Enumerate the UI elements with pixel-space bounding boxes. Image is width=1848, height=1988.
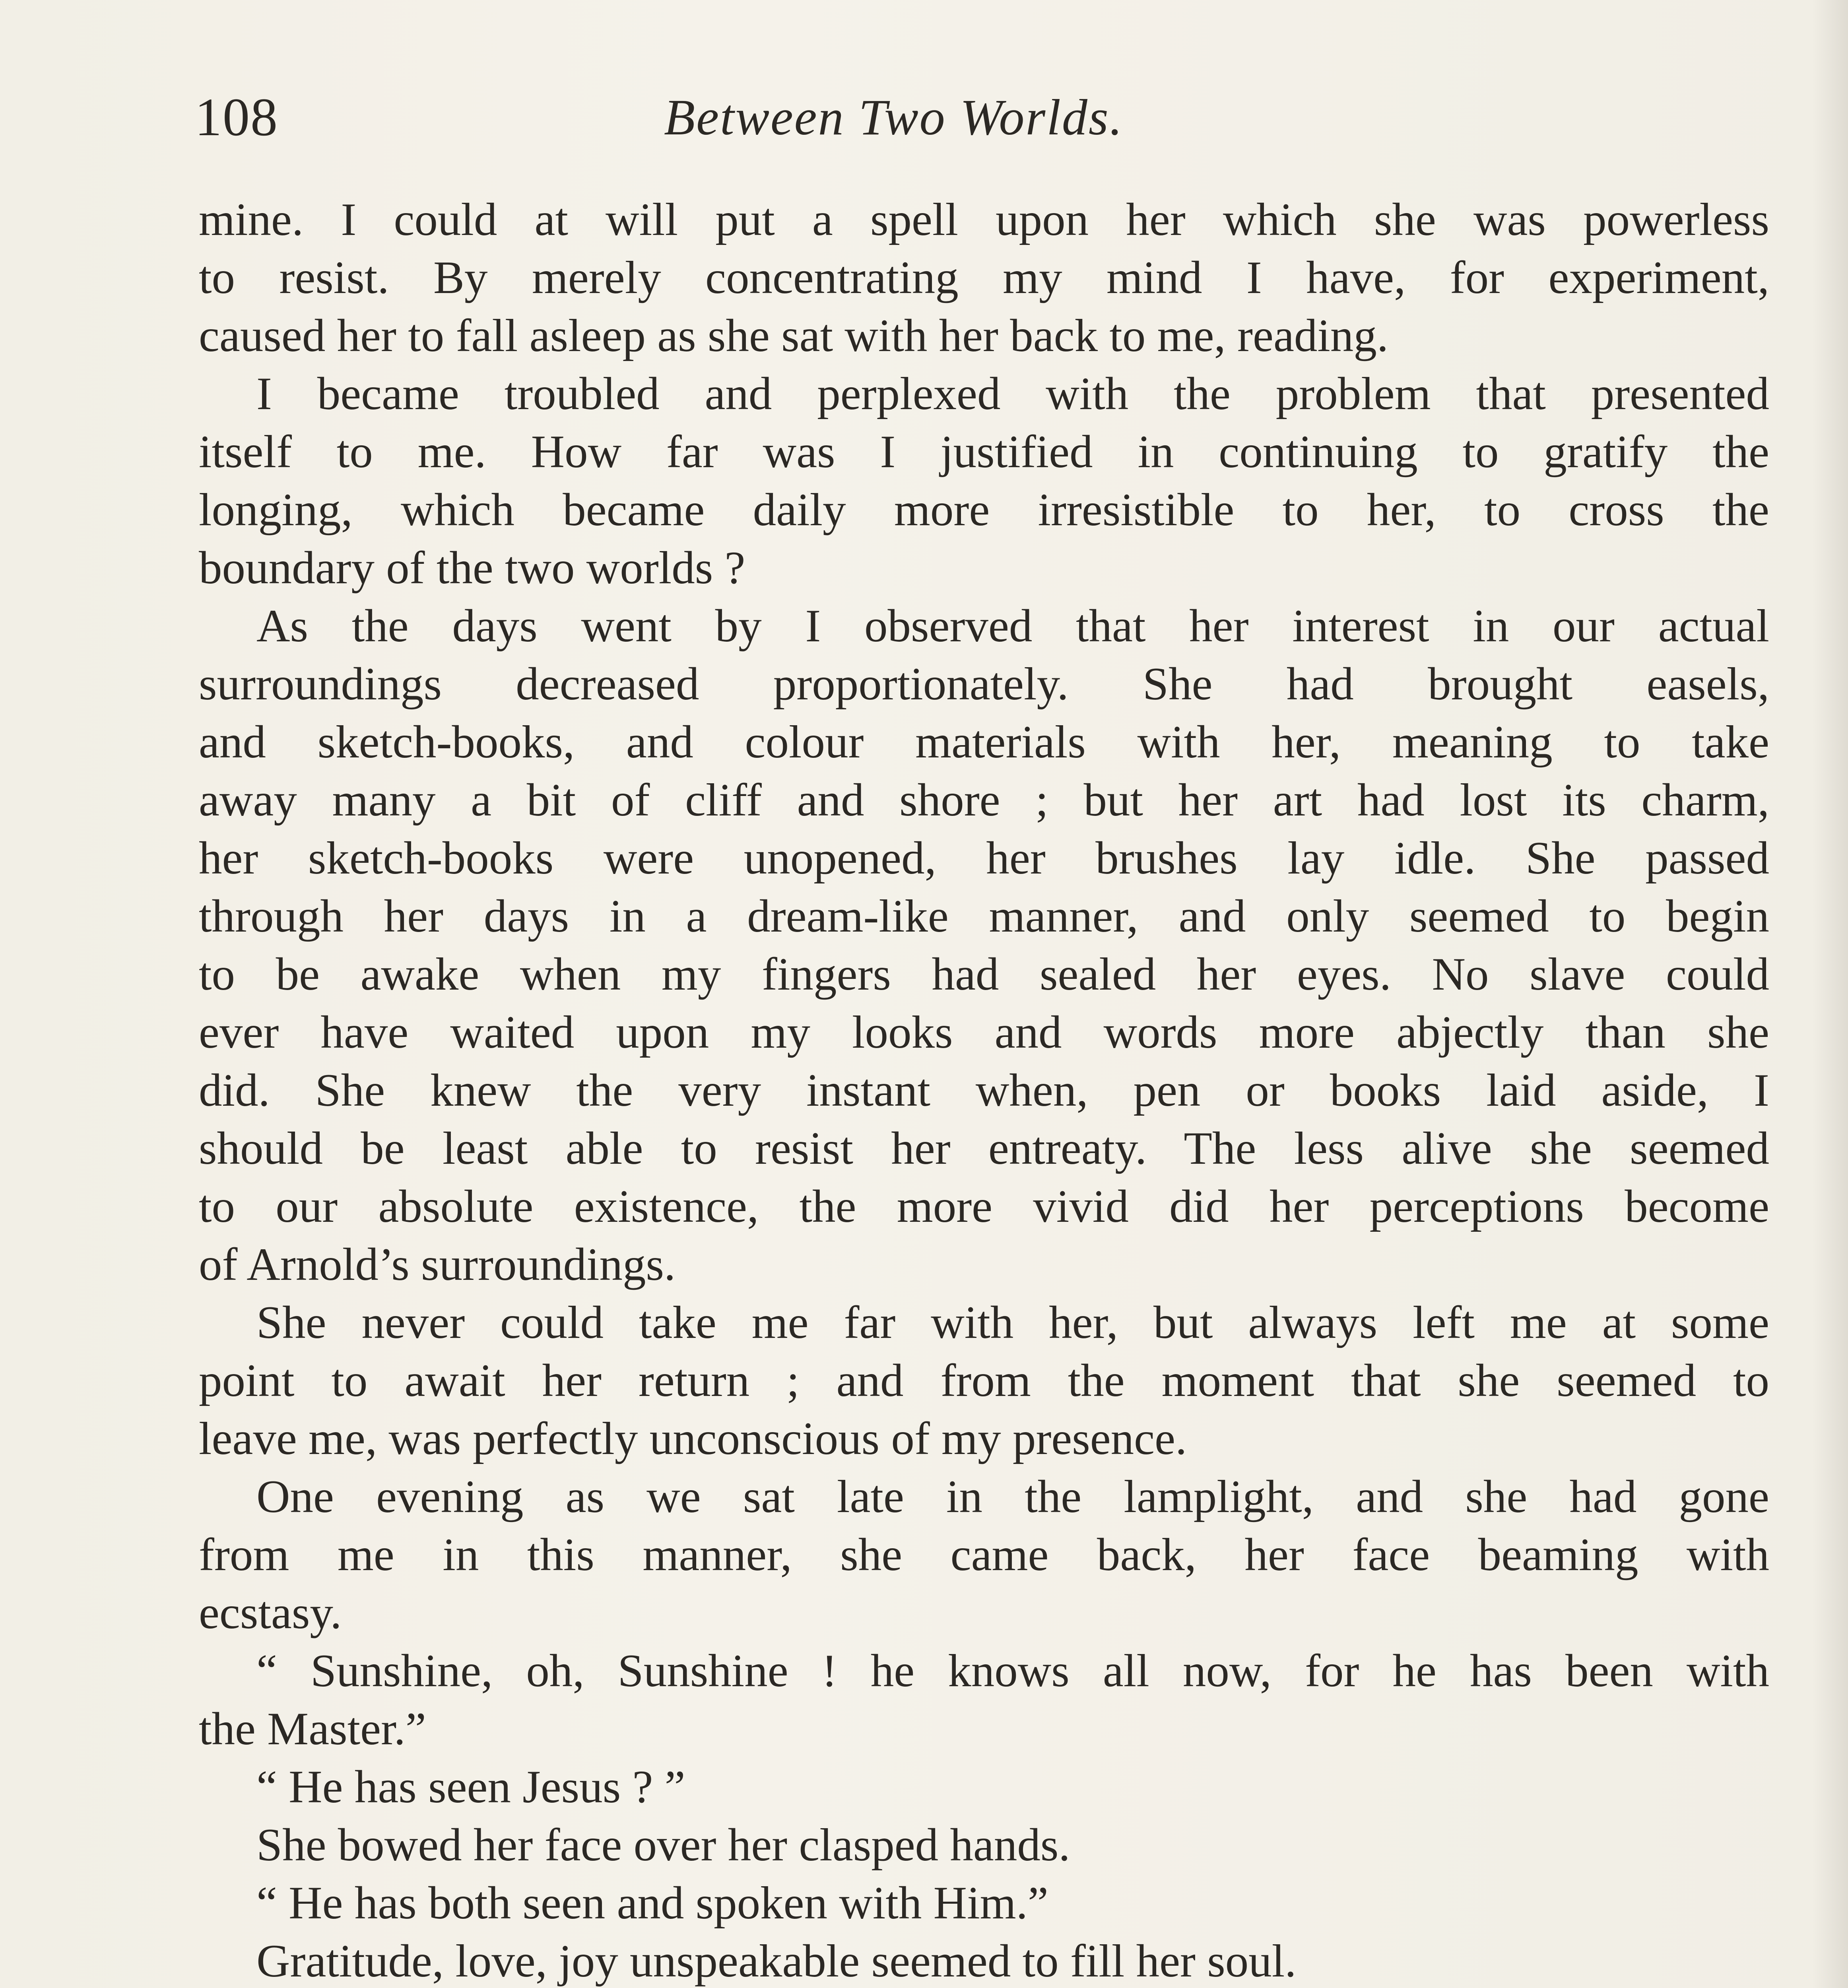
text-line: I became troubled and perplexed with the problem that presented [256,368,1769,419]
text-line: caused her to fall asleep as she sat with her back to me, reading. [199,310,1389,361]
page-number: 108 [195,87,278,147]
body-text [199,191,1769,1988]
text-line: point to await her return ; and from the moment that she seemed to [199,1355,1769,1406]
text-line: As the days went by I observed that her interest in our actual [256,600,1769,652]
text-line: to resist. By merely concentrating my mind I have, for experiment, [199,252,1769,303]
text-line: “ He has seen Jesus ? ” [256,1761,685,1813]
text-line: “ Sunshine, oh, Sunshine ! he knows all now, for he has been with [256,1645,1769,1697]
text-line: mine. I could at will put a spell upon her which she was powerless [199,194,1769,245]
text-line: should be least able to resist her entreaty. The less alive she seemed [199,1123,1769,1174]
text-line: itself to me. How far was I justified in continuing to gratify the [199,426,1769,478]
text-line: surroundings decreased proportionately. She had brought easels, [199,658,1769,710]
running-title: Between Two Worlds. [664,89,1124,146]
text-line: Gratitude, love, joy unspeakable seemed to fill her soul. [256,1936,1297,1987]
text-line: ecstasy. [199,1587,342,1639]
text-line: ever have waited upon my looks and words more abjectly than she [199,1007,1769,1058]
text-line: longing, which became daily more irresistible to her, to cross the [199,484,1769,536]
text-line: from me in this manner, she came back, her face beaming with [199,1529,1769,1580]
text-line: through her days in a dream-like manner, and only seemed to begin [199,891,1769,942]
text-line: away many a bit of cliff and shore ; but her art had lost its charm, [199,775,1769,826]
text-line: her sketch-books were unopened, her brushes lay idle. She passed [199,833,1769,884]
text-line: did. She knew the very instant when, pen or books laid aside, I [199,1065,1769,1116]
text-line: She never could take me far with her, but always left me at some [256,1297,1769,1348]
page-header [195,83,1666,159]
text-line: boundary of the two worlds ? [199,542,745,594]
text-line: to our absolute existence, the more vivid did her perceptions become [199,1181,1769,1232]
text-line: One evening as we sat late in the lamplight, and she had gone [256,1471,1769,1522]
text-line: She bowed her face over her clasped hands. [256,1819,1070,1871]
text-line: leave me, was perfectly unconscious of my presence. [199,1413,1187,1464]
text-line: of Arnold’s surroundings. [199,1239,676,1290]
text-line: to be awake when my fingers had sealed her eyes. No slave could [199,949,1769,1000]
text-line: “ He has both seen and spoken with Him.” [256,1877,1048,1929]
text-line: the Master.” [199,1703,426,1755]
text-line: and sketch-books, and colour materials with her, meaning to take [199,716,1769,768]
